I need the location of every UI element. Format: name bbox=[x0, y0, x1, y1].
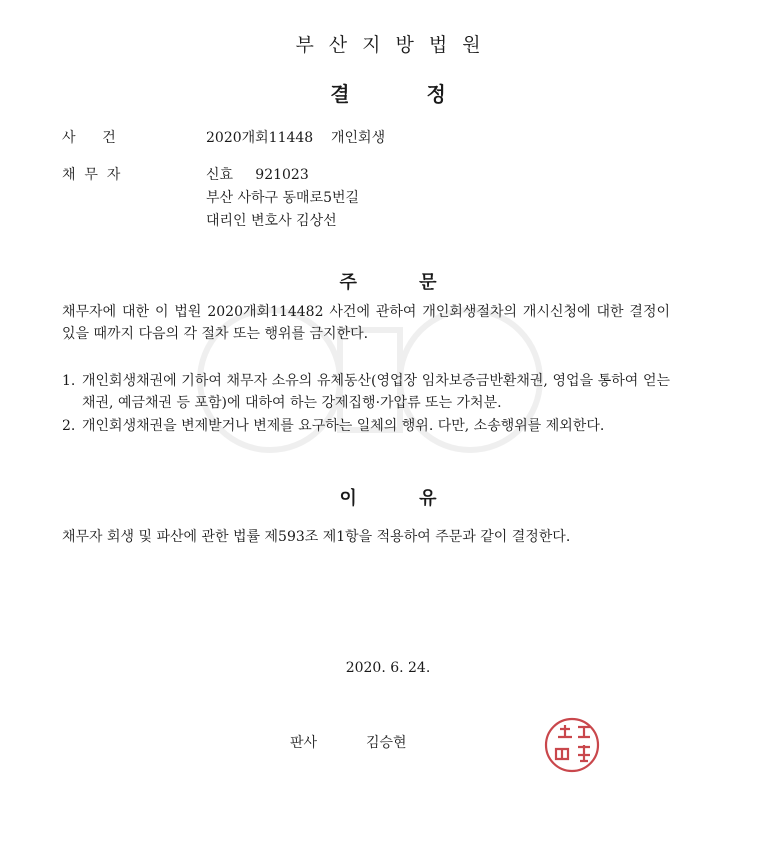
judge-label: 판사 bbox=[290, 735, 318, 751]
reason-text: 채무자 회생 및 파산에 관한 법률 제593조 제1항을 적용하여 주문과 같이 결정한다. bbox=[62, 529, 571, 545]
order-heading: 주 문 bbox=[339, 272, 437, 293]
order-paragraph: 채무자에 대한 이 법원 2020개회114482 사건에 관하여 개인회생절차의 개시신청에 대한 결정이 있을 때까지 다음의 각 절차 또는 행위를 금지한다. bbox=[62, 304, 670, 342]
reason-heading: 이 유 bbox=[339, 488, 437, 509]
judge-seal-stamp bbox=[542, 715, 608, 775]
order-item-text: 개인회생채권에 기하여 채무자 소유의 유체동산(영업장 임차보증금반환채권, 영업을 통하여 얻는 채권, 예금채권 등 포함)에 대하여 하는 강제집행·가압류 또는 가처분. bbox=[82, 373, 670, 411]
order-item-number: 2. bbox=[62, 418, 76, 434]
court-name: 부산지방법원 bbox=[295, 34, 496, 56]
debtor-label: 채 무 자 bbox=[62, 167, 121, 183]
case-number: 2020개회11448 개인회생 bbox=[206, 130, 386, 146]
document-title: 결 정 bbox=[330, 82, 446, 106]
decision-date: 2020. 6. 24. bbox=[345, 660, 431, 676]
debtor-address: 부산 사하구 동매로5번길 bbox=[206, 190, 360, 206]
debtor-agent: 대리인 변호사 김상선 bbox=[206, 213, 337, 229]
debtor-name: 신효 921023 bbox=[206, 167, 309, 183]
order-item-number: 1. bbox=[62, 373, 76, 389]
judge-name: 김승현 bbox=[366, 735, 407, 751]
case-label: 사 건 bbox=[62, 130, 116, 146]
order-item-text: 개인회생채권을 변제받거나 변제를 요구하는 일체의 행위. 다만, 소송행위를 제외한다. bbox=[82, 418, 605, 434]
